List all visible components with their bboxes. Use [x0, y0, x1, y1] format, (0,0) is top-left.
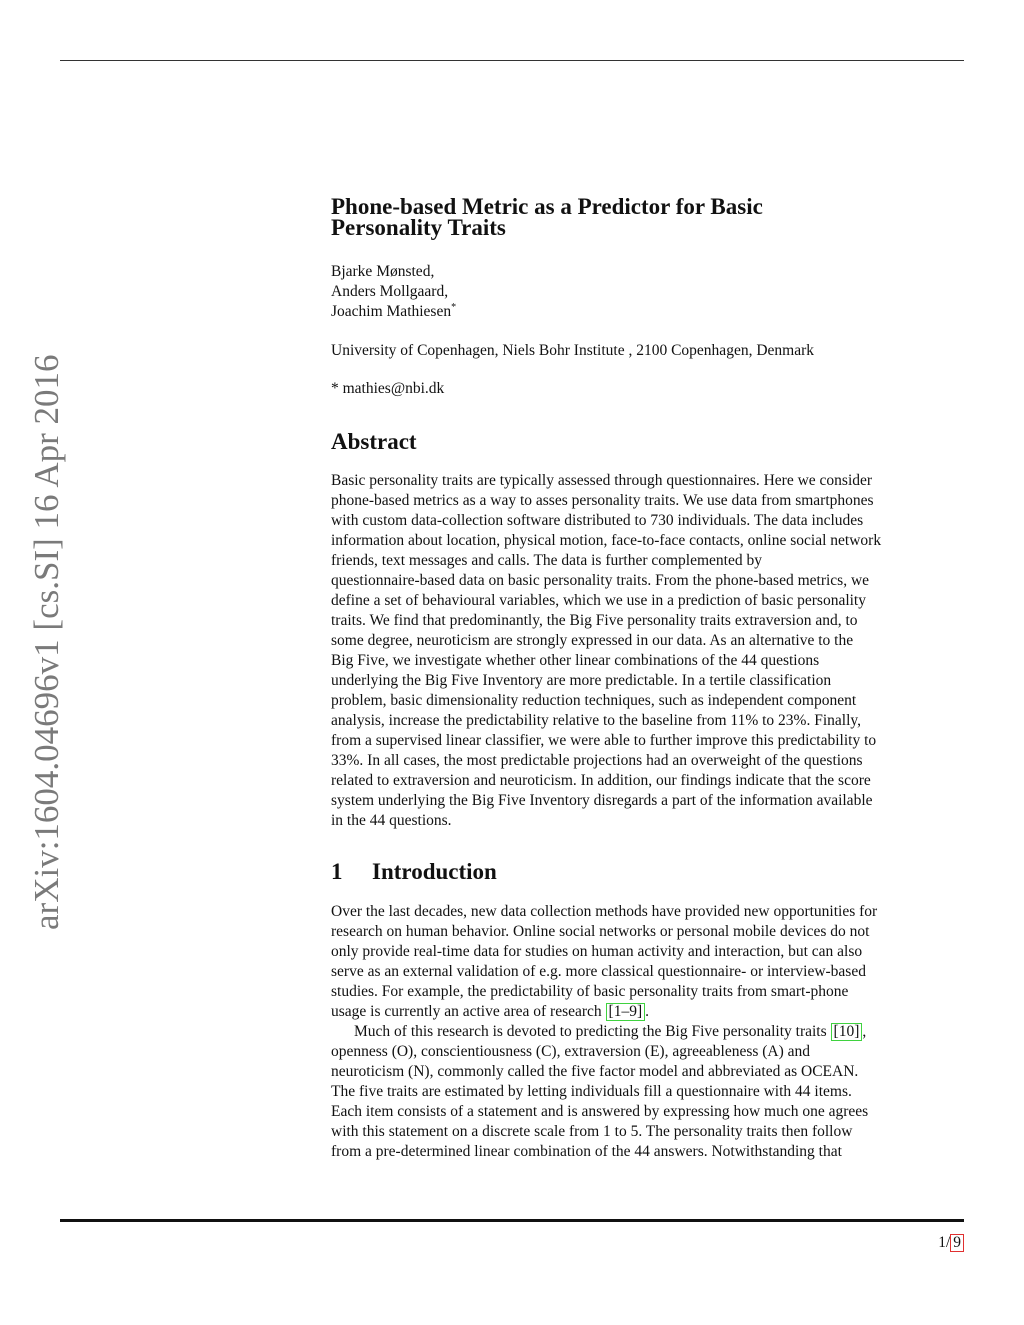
- intro-line: from a pre-determined linear combination of the 44 answers. Notwithstanding that: [331, 1143, 842, 1160]
- abstract-line: Big Five, we investigate whether other linear combinations of the 44 questions: [331, 652, 820, 669]
- abstract-heading: Abstract: [331, 429, 417, 454]
- abstract-line: friends, text messages and calls. The data is further complemented by: [331, 552, 762, 569]
- intro-text-run: Much of this research is devoted to predicting the Big Five personality traits: [354, 1023, 831, 1040]
- section-heading-introduction: [331, 858, 965, 886]
- abstract-line: with custom data-collection software distributed to 730 individuals. The data includes: [331, 512, 864, 529]
- citation-link-1-9[interactable]: [1–9]: [606, 1003, 646, 1021]
- intro-text-run: .: [645, 1003, 649, 1020]
- intro-line: only provide real-time data for studies on human activity and interaction, but can also: [331, 943, 863, 960]
- intro-line: openness (O), conscientiousness (C), extraversion (E), agreeableness (A) and: [331, 1043, 811, 1060]
- abstract-line: 33%. In all cases, the most predictable projections had an overweight of the questions: [331, 752, 863, 769]
- intro-text-run: usage is currently an active area of research: [331, 1003, 606, 1020]
- intro-line: [331, 1022, 965, 1042]
- section-title: Introduction: [372, 859, 497, 884]
- abstract-line: from a supervised linear classifier, we were able to further improve this predictability to: [331, 732, 877, 749]
- abstract-text: [331, 471, 965, 831]
- intro-line: research on human behavior. Online social networks or personal mobile devices do not: [331, 923, 870, 940]
- abstract-line: problem, basic dimensionality reduction techniques, such as independent component: [331, 692, 857, 709]
- corresponding-email[interactable]: * mathies@nbi.dk: [331, 380, 445, 397]
- abstract-line: underlying the Big Five Inventory are more predictable. In a tertile classification: [331, 672, 832, 689]
- page-number: [938, 1233, 964, 1253]
- abstract-line: analysis, increase the predictability relative to the baseline from 11% to 23%. Finally,: [331, 712, 861, 729]
- abstract-line: phone-based metrics as a way to asses personality traits. We use data from smartphones: [331, 492, 874, 509]
- abstract-line: in the 44 questions.: [331, 812, 452, 829]
- intro-text-run: ,: [862, 1023, 867, 1040]
- abstract-line: related to extraversion and neuroticism. In addition, our findings indicate that the score: [331, 772, 871, 789]
- intro-line: studies. For example, the predictability of basic personality traits from smart-phone: [331, 983, 849, 1000]
- page-current: 1/: [938, 1234, 951, 1251]
- header-rule: [60, 60, 964, 61]
- author-2: Anders Mollgaard,: [331, 283, 449, 300]
- author-3-name: Joachim Mathiesen: [331, 303, 452, 320]
- author-1: Bjarke Mønsted,: [331, 263, 435, 280]
- corresponding-author-mark: *: [451, 301, 457, 313]
- footer-rule: [60, 1219, 964, 1222]
- intro-line: neuroticism (N), commonly called the five factor model and abbreviated as OCEAN.: [331, 1063, 859, 1080]
- intro-line: [331, 1002, 965, 1022]
- abstract-line: system underlying the Big Five Inventory disregards a part of the information available: [331, 792, 873, 809]
- abstract-line: Basic personality traits are typically assessed through questionnaires. Here we consider: [331, 472, 873, 489]
- intro-line: The five traits are estimated by letting individuals fill a questionnaire with 44 items.: [331, 1083, 852, 1100]
- author-list: [331, 262, 965, 322]
- intro-line: with this statement on a discrete scale from 1 to 5. The personality traits then follow: [331, 1123, 853, 1140]
- author-3: [331, 302, 965, 322]
- abstract-line: information about location, physical motion, face-to-face contacts, online social network: [331, 532, 882, 549]
- citation-link-10[interactable]: [10]: [831, 1023, 863, 1041]
- abstract-line: define a set of behavioural variables, which we use in a prediction of basic personality: [331, 592, 866, 609]
- title-line-2: Personality Traits: [331, 215, 506, 240]
- affiliation: University of Copenhagen, Niels Bohr Institute , 2100 Copenhagen, Denmark: [331, 342, 814, 359]
- introduction-text: [331, 902, 965, 1162]
- intro-line: serve as an external validation of e.g. more classical questionnaire- or interview-based: [331, 963, 866, 980]
- abstract-line: questionnaire-based data on basic personality traits. From the phone-based metrics, we: [331, 572, 870, 589]
- abstract-line: traits. We find that predominantly, the Big Five personality traits extraversion and, to: [331, 612, 858, 629]
- section-number: 1: [331, 859, 343, 884]
- intro-line: Over the last decades, new data collection methods have provided new opportunities for: [331, 903, 878, 920]
- paper-title: [331, 196, 965, 238]
- arxiv-stamp[interactable]: arXiv:1604.04696v1 [cs.SI] 16 Apr 2016: [27, 354, 66, 930]
- intro-line: Each item consists of a statement and is answered by expressing how much one agrees: [331, 1103, 869, 1120]
- page-total-link[interactable]: 9: [950, 1234, 964, 1252]
- abstract-line: some degree, neuroticism are strongly expressed in our data. As an alternative to the: [331, 632, 854, 649]
- title-line-1: Phone-based Metric as a Predictor for Basic: [331, 194, 763, 219]
